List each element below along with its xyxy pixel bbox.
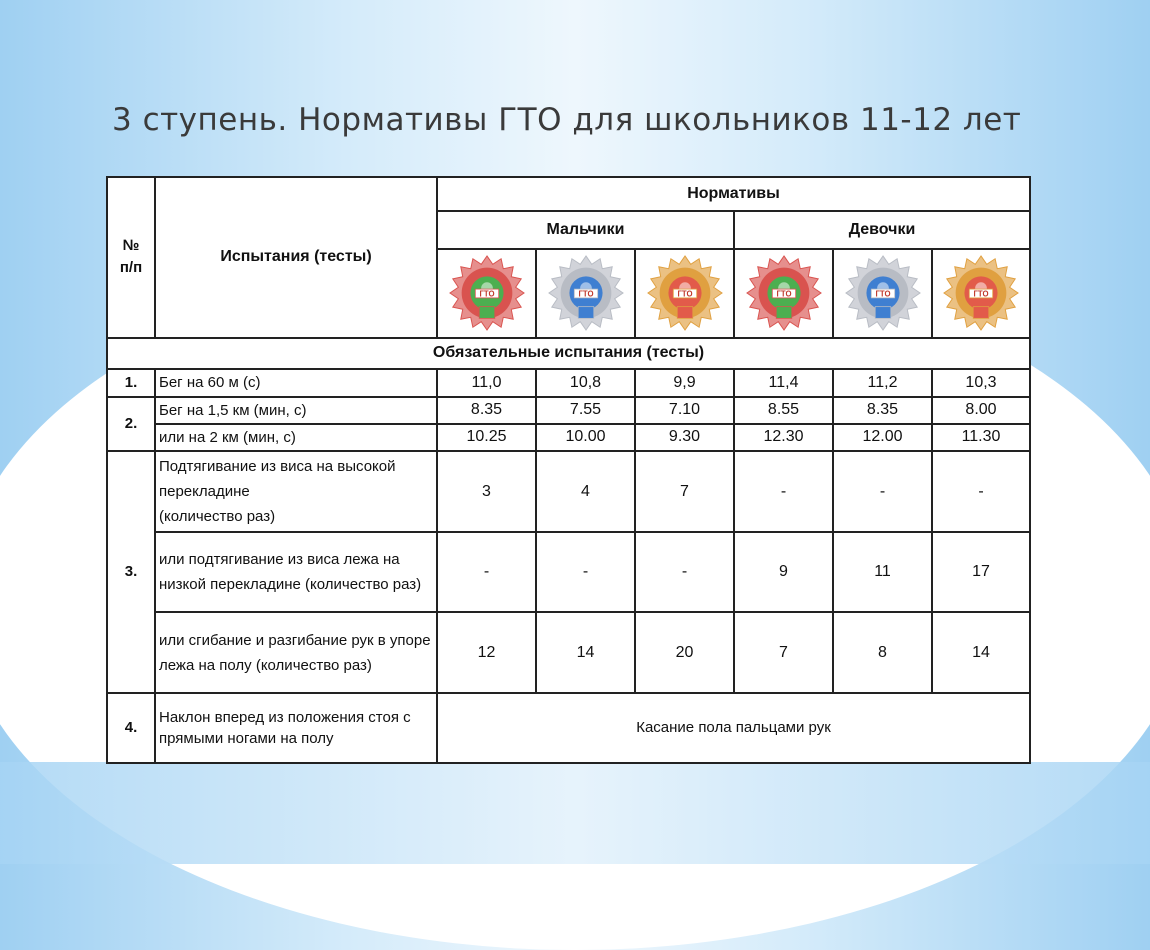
value-cell: 9,9 bbox=[635, 369, 734, 397]
badge-cell-boys-bronze bbox=[437, 249, 536, 337]
value-cell: - bbox=[437, 532, 536, 612]
value-cell: 11 bbox=[833, 532, 932, 612]
svg-text:ГТО: ГТО bbox=[973, 289, 989, 299]
value-cell: 10.00 bbox=[536, 424, 635, 451]
gto-silver-badge-icon bbox=[844, 254, 922, 332]
slide-title: 3 ступень. Нормативы ГТО для школьников 11-12 лет bbox=[112, 102, 1022, 138]
header-norms: Нормативы bbox=[437, 177, 1030, 211]
row-number: 2. bbox=[107, 397, 155, 451]
value-cell: 9 bbox=[734, 532, 833, 612]
gto-bronze-badge-icon bbox=[745, 254, 823, 332]
value-cell: 14 bbox=[932, 612, 1030, 692]
background-band bbox=[0, 762, 1150, 864]
test-name: или сгибание и разгибание рук в упоре лежа на полу (количество раз) bbox=[155, 612, 437, 692]
table-row bbox=[107, 693, 1030, 763]
test-name: или на 2 км (мин, с) bbox=[155, 424, 437, 451]
table-row bbox=[107, 451, 1030, 532]
svg-text:ГТО: ГТО bbox=[775, 289, 792, 299]
table-row bbox=[107, 424, 1030, 451]
value-cell: 10,3 bbox=[932, 369, 1030, 397]
value-cell: 11,2 bbox=[833, 369, 932, 397]
value-cell: 11,0 bbox=[437, 369, 536, 397]
gto-gold-badge-icon bbox=[646, 254, 724, 332]
value-cell: 9.30 bbox=[635, 424, 734, 451]
table-row bbox=[107, 397, 1030, 424]
value-cell: 3 bbox=[437, 451, 536, 532]
value-cell: 8.00 bbox=[932, 397, 1030, 424]
norm-note: Касание пола пальцами рук bbox=[437, 693, 1030, 763]
value-cell: 12.30 bbox=[734, 424, 833, 451]
norms-table-container bbox=[106, 176, 1029, 764]
value-cell: 20 bbox=[635, 612, 734, 692]
header-num: № п/п bbox=[107, 177, 155, 338]
value-cell: 7.10 bbox=[635, 397, 734, 424]
test-name: Наклон вперед из положения стоя с прямыми ногами на полу bbox=[155, 693, 437, 763]
svg-text:ГТО: ГТО bbox=[676, 289, 693, 299]
header-tests: Испытания (тесты) bbox=[155, 177, 437, 338]
test-name: Бег на 1,5 км (мин, с) bbox=[155, 397, 437, 424]
table-row bbox=[107, 532, 1030, 612]
value-cell: - bbox=[932, 451, 1030, 532]
row-number: 1. bbox=[107, 369, 155, 397]
gto-silver-badge-icon bbox=[547, 254, 625, 332]
test-name: Подтягивание из виса на высокой перекладине (количество раз) bbox=[155, 451, 437, 532]
value-cell: 10,8 bbox=[536, 369, 635, 397]
value-cell: - bbox=[734, 451, 833, 532]
header-boys: Мальчики bbox=[437, 211, 734, 249]
test-name: или подтягивание из виса лежа на низкой перекладине (количество раз) bbox=[155, 532, 437, 612]
value-cell: 11.30 bbox=[932, 424, 1030, 451]
value-cell: 7 bbox=[635, 451, 734, 532]
value-cell: - bbox=[635, 532, 734, 612]
svg-text:ГТО: ГТО bbox=[874, 289, 891, 299]
test-name: Бег на 60 м (с) bbox=[155, 369, 437, 397]
badge-cell-girls-gold bbox=[932, 249, 1030, 337]
svg-text:ГТО: ГТО bbox=[577, 289, 594, 299]
section-header: Обязательные испытания (тесты) bbox=[107, 338, 1030, 369]
value-cell: 12.00 bbox=[833, 424, 932, 451]
value-cell: 8.35 bbox=[437, 397, 536, 424]
table-row bbox=[107, 612, 1030, 692]
section-row bbox=[107, 338, 1030, 369]
value-cell: 12 bbox=[437, 612, 536, 692]
value-cell: - bbox=[833, 451, 932, 532]
table-row bbox=[107, 369, 1030, 397]
value-cell: - bbox=[536, 532, 635, 612]
badge-cell-girls-bronze bbox=[734, 249, 833, 337]
value-cell: 4 bbox=[536, 451, 635, 532]
header-girls: Девочки bbox=[734, 211, 1030, 249]
value-cell: 14 bbox=[536, 612, 635, 692]
header-row-1 bbox=[107, 177, 1030, 211]
value-cell: 17 bbox=[932, 532, 1030, 612]
svg-text:ГТО: ГТО bbox=[478, 289, 495, 299]
value-cell: 8.35 bbox=[833, 397, 932, 424]
badge-cell-boys-silver bbox=[536, 249, 635, 337]
value-cell: 7.55 bbox=[536, 397, 635, 424]
row-number: 4. bbox=[107, 693, 155, 763]
gto-gold-badge-icon bbox=[942, 254, 1020, 332]
value-cell: 8.55 bbox=[734, 397, 833, 424]
value-cell: 10.25 bbox=[437, 424, 536, 451]
value-cell: 11,4 bbox=[734, 369, 833, 397]
row-number: 3. bbox=[107, 451, 155, 693]
value-cell: 7 bbox=[734, 612, 833, 692]
value-cell: 8 bbox=[833, 612, 932, 692]
gto-bronze-badge-icon bbox=[448, 254, 526, 332]
norms-table bbox=[106, 176, 1031, 764]
badge-cell-boys-gold bbox=[635, 249, 734, 337]
badge-cell-girls-silver bbox=[833, 249, 932, 337]
